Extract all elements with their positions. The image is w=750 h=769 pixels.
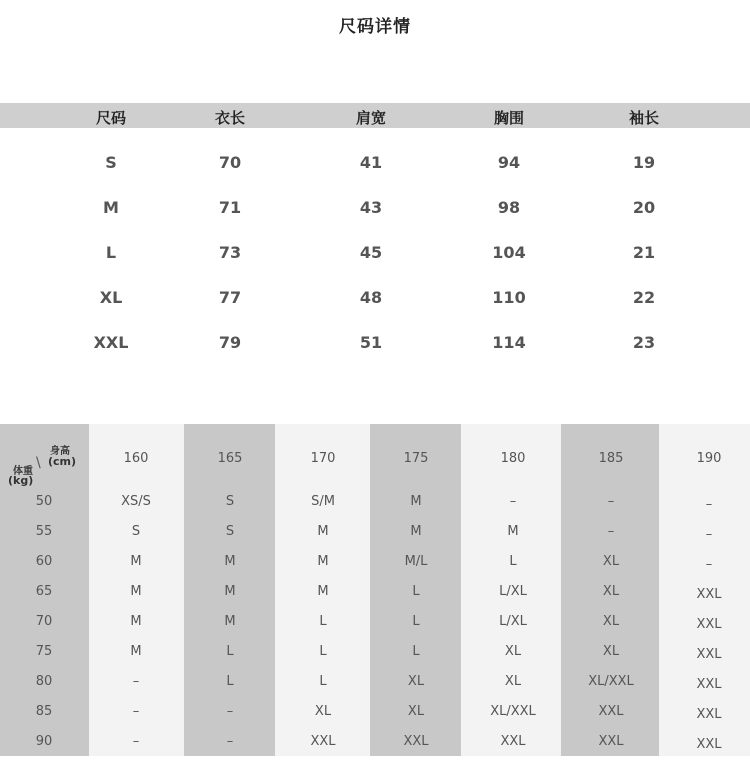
fit-cell: XS/S [121, 494, 151, 509]
fit-cell: XL [504, 644, 522, 659]
fit-cell: M [130, 614, 142, 629]
fit-cell: L [226, 674, 234, 689]
fit-cell: – [705, 557, 713, 572]
header-chest: 胸围 [493, 109, 524, 127]
fit-cell: XXL [696, 677, 722, 692]
size-cell: L [105, 243, 117, 262]
chest-cell: 104 [492, 243, 526, 262]
fit-cell: M [317, 584, 329, 599]
fit-cell: L [319, 614, 327, 629]
header-size: 尺码 [95, 109, 126, 127]
fit-cell: M [410, 494, 422, 509]
chest-cell: 110 [492, 288, 526, 307]
sleeve-cell: 23 [632, 333, 656, 352]
fit-cell: XL [602, 644, 620, 659]
fit-cell: M [130, 584, 142, 599]
fit-cell: M [130, 644, 142, 659]
height-header: 170 [310, 451, 336, 466]
header-shoulder: 肩宽 [355, 109, 386, 127]
header-length: 衣长 [214, 109, 245, 127]
fit-cell: XXL [598, 704, 624, 719]
weight-header: 55 [35, 524, 53, 539]
fit-cell: XL [602, 554, 620, 569]
height-header: 165 [217, 451, 243, 466]
fit-cell: XL [602, 614, 620, 629]
fit-cell: XL [504, 674, 522, 689]
fit-cell: – [226, 734, 234, 749]
fit-cell: M [224, 584, 236, 599]
fit-cell: – [226, 704, 234, 719]
sleeve-cell: 22 [632, 288, 656, 307]
weight-header: 60 [35, 554, 53, 569]
fit-cell: – [509, 494, 517, 509]
size-cell: XL [99, 288, 123, 307]
fit-cell: L/XL [499, 614, 527, 629]
fit-cell: S [131, 524, 141, 539]
fit-table-cells [0, 424, 750, 756]
fit-cell: M [130, 554, 142, 569]
chest-cell: 98 [497, 198, 521, 217]
shoulder-cell: 43 [359, 198, 383, 217]
fit-cell: M [224, 554, 236, 569]
height-header: 185 [598, 451, 624, 466]
fit-cell: XXL [403, 734, 429, 749]
table-row [0, 241, 750, 265]
fit-cell: L [412, 584, 420, 599]
fit-cell: XXL [696, 617, 722, 632]
size-table-header [0, 103, 750, 128]
weight-label: 体重 [13, 466, 33, 477]
corner-divider: \ [36, 455, 41, 471]
shoulder-cell: 41 [359, 153, 383, 172]
table-row [0, 331, 750, 355]
fit-cell: M [410, 524, 422, 539]
length-cell: 77 [218, 288, 242, 307]
height-label: 身高 [50, 446, 70, 457]
fit-cell: XXL [696, 587, 722, 602]
length-cell: 71 [218, 198, 242, 217]
fit-cell: XL [602, 584, 620, 599]
chest-cell: 94 [497, 153, 521, 172]
chest-cell: 114 [492, 333, 526, 352]
length-cell: 79 [218, 333, 242, 352]
shoulder-cell: 48 [359, 288, 383, 307]
fit-cell: S [225, 494, 235, 509]
height-header: 190 [696, 451, 722, 466]
length-cell: 73 [218, 243, 242, 262]
shoulder-cell: 51 [359, 333, 383, 352]
fit-cell: – [132, 704, 140, 719]
fit-cell: M [507, 524, 519, 539]
fit-cell: XXL [310, 734, 336, 749]
fit-cell: L [319, 644, 327, 659]
fit-cell: M/L [404, 554, 428, 569]
fit-cell: S/M [311, 494, 335, 509]
weight-header: 65 [35, 584, 53, 599]
fit-cell: XL/XXL [490, 704, 536, 719]
height-header: 180 [500, 451, 526, 466]
page-title: 尺码详情 [339, 17, 411, 37]
height-header: 175 [403, 451, 429, 466]
weight-header: 80 [35, 674, 53, 689]
fit-cell: L/XL [499, 584, 527, 599]
fit-cell: – [705, 527, 713, 542]
weight-header: 75 [35, 644, 53, 659]
fit-cell: M [224, 614, 236, 629]
fit-cell: M [317, 554, 329, 569]
fit-cell: S [225, 524, 235, 539]
sleeve-cell: 21 [632, 243, 656, 262]
fit-cell: M [317, 524, 329, 539]
fit-cell: XXL [696, 737, 722, 752]
table-row [0, 286, 750, 310]
height-unit: (cm) [48, 455, 77, 468]
fit-cell: XXL [500, 734, 526, 749]
height-header: 160 [123, 451, 149, 466]
length-cell: 70 [218, 153, 242, 172]
fit-cell: – [607, 494, 615, 509]
table-row [0, 151, 750, 175]
fit-cell: – [132, 674, 140, 689]
header-sleeve: 袖长 [628, 109, 659, 127]
weight-unit: (kg) [8, 474, 34, 487]
table-row [0, 196, 750, 220]
sleeve-cell: 20 [632, 198, 656, 217]
weight-header: 85 [35, 704, 53, 719]
weight-header: 50 [35, 494, 53, 509]
weight-header: 90 [35, 734, 53, 749]
fit-cell: L [509, 554, 517, 569]
fit-cell: XL [407, 704, 425, 719]
shoulder-cell: 45 [359, 243, 383, 262]
size-cell: XXL [93, 333, 129, 352]
fit-cell: – [705, 497, 713, 512]
size-cell: S [105, 153, 117, 172]
fit-cell: XXL [696, 647, 722, 662]
fit-cell: L [412, 644, 420, 659]
size-cell: M [103, 198, 119, 217]
fit-cell: L [412, 614, 420, 629]
fit-cell: XXL [598, 734, 624, 749]
fit-cell: – [132, 734, 140, 749]
fit-cell: XL/XXL [588, 674, 634, 689]
fit-cell: XL [407, 674, 425, 689]
fit-cell: L [319, 674, 327, 689]
weight-header: 70 [35, 614, 53, 629]
fit-cell: XXL [696, 707, 722, 722]
fit-cell: XL [314, 704, 332, 719]
sleeve-cell: 19 [632, 153, 656, 172]
fit-cell: L [226, 644, 234, 659]
fit-cell: – [607, 524, 615, 539]
